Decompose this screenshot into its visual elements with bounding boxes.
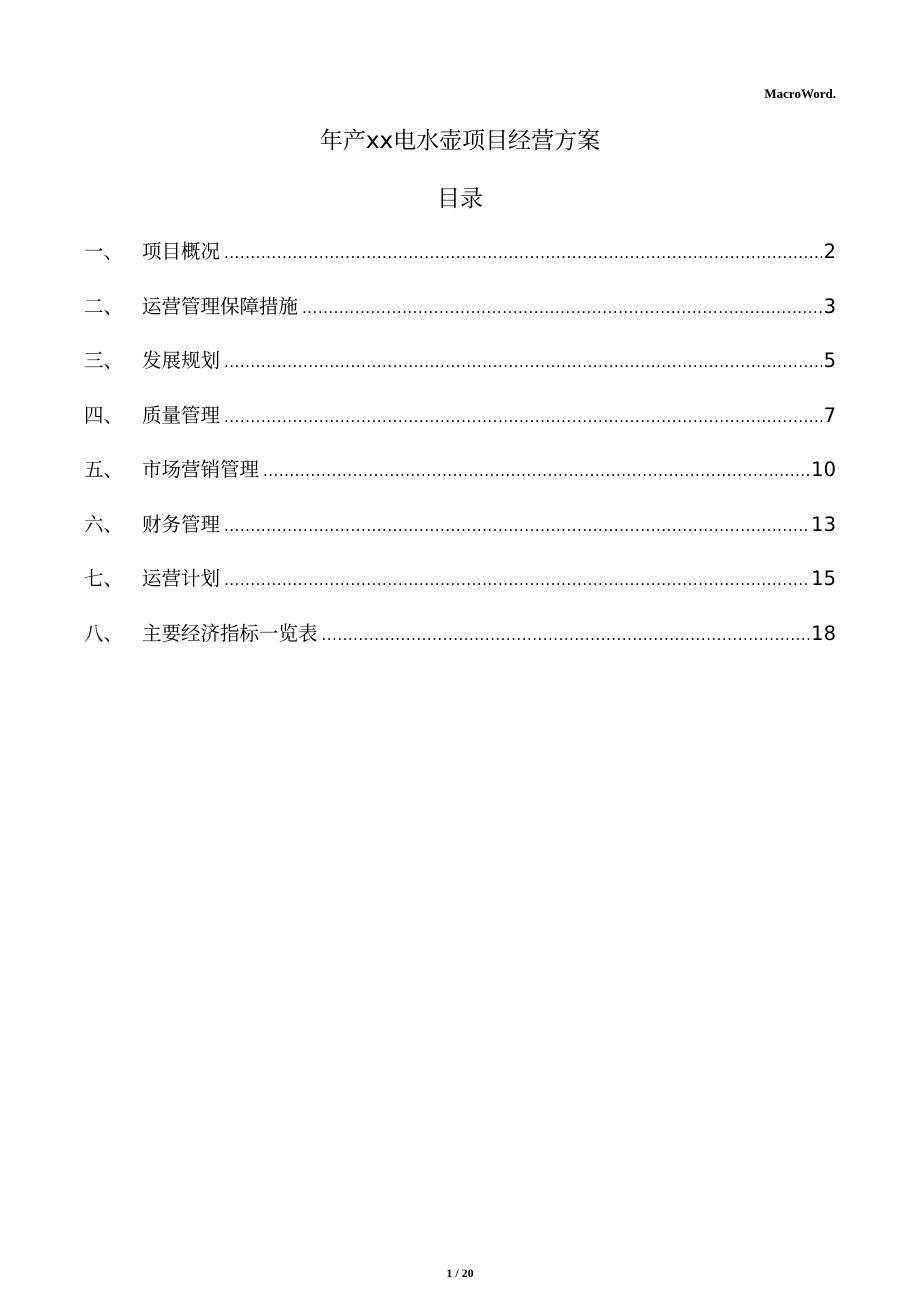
toc-entry[interactable] <box>84 236 836 291</box>
toc-page: 2 <box>823 240 836 263</box>
toc-entry[interactable] <box>84 345 836 400</box>
toc-leader <box>302 299 822 317</box>
toc-page: 7 <box>823 403 836 427</box>
toc-number: 二、 <box>84 294 124 318</box>
toc-entry[interactable] <box>84 454 836 509</box>
toc-number: 三、 <box>84 349 124 372</box>
toc-entry[interactable] <box>84 509 836 564</box>
toc-entry[interactable] <box>84 618 836 673</box>
toc-label: 运营管理保障措施 <box>142 294 299 318</box>
toc-leader <box>322 626 810 644</box>
toc-leader <box>224 571 809 589</box>
toc-number: 一、 <box>84 240 124 263</box>
toc-page: 18 <box>811 621 836 645</box>
toc-label: 质量管理 <box>142 403 221 427</box>
page-indicator: 1 / 20 <box>446 1266 474 1280</box>
toc-label: 财务管理 <box>142 512 221 536</box>
toc-page: 5 <box>823 349 836 372</box>
document-title: 年产xx电水壶项目经营方案 <box>319 128 601 154</box>
toc-label: 发展规划 <box>142 349 221 372</box>
toc-entry[interactable] <box>84 400 836 455</box>
toc-number: 五、 <box>84 458 124 481</box>
toc-leader <box>224 353 822 371</box>
toc-page: 10 <box>811 458 836 481</box>
toc-number: 六、 <box>84 512 124 536</box>
toc-heading: 目录 <box>437 186 483 212</box>
table-of-contents <box>84 236 836 672</box>
toc-number: 七、 <box>84 567 124 590</box>
toc-number: 四、 <box>84 403 124 427</box>
toc-leader <box>224 244 822 262</box>
toc-number: 八、 <box>84 621 124 645</box>
toc-label: 项目概况 <box>142 240 221 263</box>
toc-entry[interactable] <box>84 291 836 346</box>
toc-page: 15 <box>811 567 836 590</box>
toc-page: 3 <box>823 294 836 318</box>
toc-entry[interactable] <box>84 563 836 618</box>
toc-label: 运营计划 <box>142 567 221 590</box>
toc-label: 主要经济指标一览表 <box>142 621 318 645</box>
toc-leader <box>224 517 809 535</box>
toc-leader <box>224 408 822 426</box>
toc-leader <box>263 462 809 480</box>
header-brand: MacroWord. <box>764 86 836 101</box>
toc-label: 市场营销管理 <box>142 458 260 481</box>
toc-page: 13 <box>811 512 836 536</box>
